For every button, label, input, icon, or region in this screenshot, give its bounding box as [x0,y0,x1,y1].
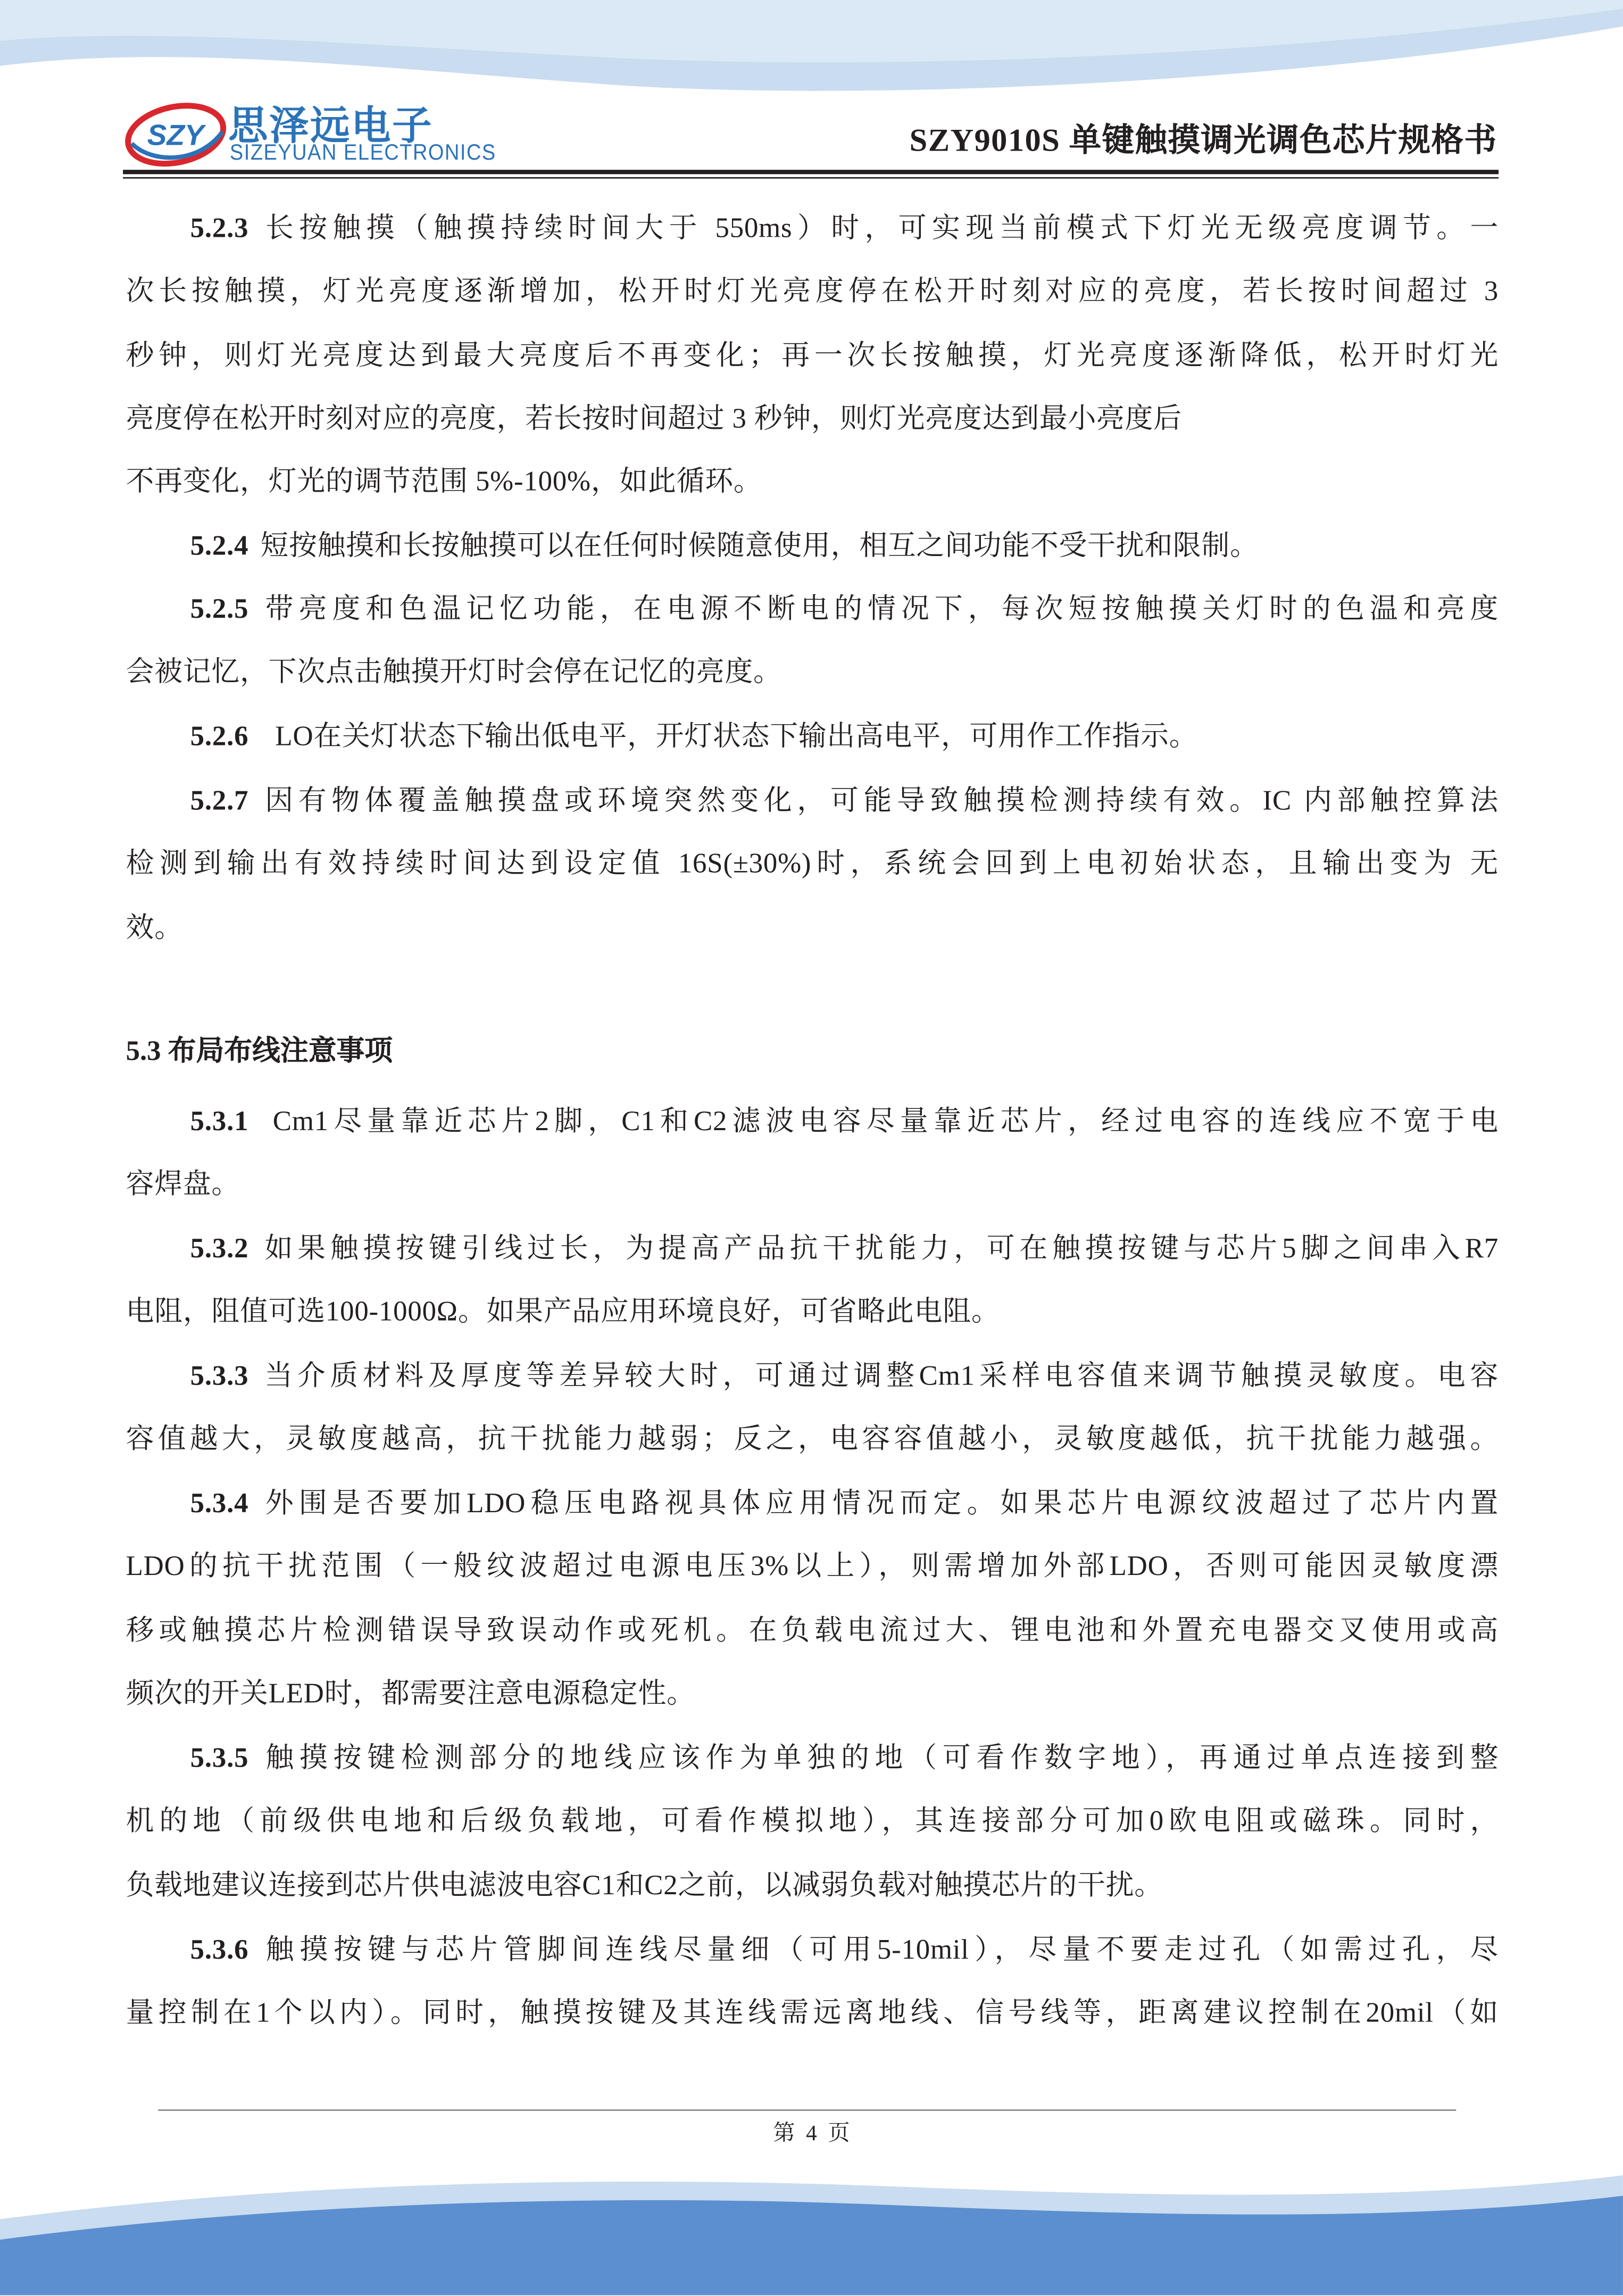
paragraph-line: 效。 [126,913,183,944]
paragraph-5-2-4 [126,515,1499,578]
bottom-wave-decoration [0,2164,1623,2295]
line-text: LO在关灯状态下输出低电平，开灯状态下输出高电平，可用作工作指示。 [260,722,1198,753]
logo-english-name: SIZEYUAN ELECTRONICS [229,140,496,165]
section-number: 5.2.3 [190,213,249,245]
header-rule-thin [123,177,1499,179]
section-number: 5.3.2 [190,1234,249,1265]
paragraph-line [126,1727,1499,1791]
page-number: 第 4 页 [773,2123,850,2146]
paragraph-5-2-7 [126,770,1499,960]
line-text: 带亮度和色温记忆功能，在电源不断电的情况下，每次短按触摸关灯时的色温和亮度 [260,594,1499,625]
document-title: SZY9010S 单键触摸调光调色芯片规格书 [909,121,1497,159]
section-number: 5.3.5 [190,1743,249,1775]
paragraph-line: LDO的抗干扰范围（一般纹波超过电源电压3%以上），则需增加外部LDO，否则可能因灵敏度漂 [126,1552,1499,1583]
line-text: 当介质材料及厚度等差异较大时，可通过调整Cm1采样电容值来调节触摸灵敏度。电容 [260,1361,1499,1392]
section-number: 5.2.7 [190,786,249,817]
paragraph-line [126,578,1499,642]
line-text: 因有物体覆盖触摸盘或环境突然变化，可能导致触摸检测持续有效。IC 内部触控算法 [260,786,1499,817]
line-text: Cm1尽量靠近芯片2脚，C1和C2滤波电容尽量靠近芯片，经过电容的连线应不宽于电 [260,1106,1499,1138]
paragraph-line: 秒钟，则灯光亮度达到最大亮度后不再变化；再一次长按触摸，灯光亮度逐渐降低，松开时灯光 [126,340,1499,371]
paragraph-line [126,1091,1499,1154]
logo-chinese-name: 思泽远电子 [228,104,434,150]
paragraph-line [126,197,1499,261]
paragraph-5-3-3 [126,1345,1499,1472]
top-wave-decoration [0,0,1623,103]
line-text: 短按触摸和长按触摸可以在任何时候随意使用，相互之间功能不受干扰和限制。 [260,531,1259,562]
section-heading-5-3: 5.3 布局布线注意事项 [126,1036,393,1067]
paragraph-line: 电阻，阻值可选100-1000Ω。如果产品应用环境良好，可省略此电阻。 [126,1297,1000,1329]
paragraph-line: 负载地建议连接到芯片供电滤波电容C1和C2之前，以减弱负载对触摸芯片的干扰。 [126,1870,1163,1901]
line-text: 触摸按键与芯片管脚间连线尽量细（可用5-10mil），尽量不要走过孔（如需过孔，尽 [260,1935,1499,1966]
paragraph-line: 检测到输出有效持续时间达到设定值 16S(±30%)时，系统会回到上电初始状态，且输出变为 无 [126,849,1499,881]
paragraph-5-3-2 [126,1218,1499,1345]
paragraph-5-2-3 [126,197,1499,515]
paragraph-5-3-6 [126,1919,1499,2046]
paragraph-line [126,1473,1499,1536]
paragraph-line [126,1345,1499,1408]
logo-mark-text: SZY [147,118,204,152]
paragraph-line [126,770,1499,833]
line-text: 外围是否要加LDO稳压电路视具体应用情况而定。如果芯片电源纹波超过了芯片内置 [260,1488,1499,1520]
line-text: 触摸按键检测部分的地线应该作为单独的地（可看作数字地），再通过单点连接到整 [260,1743,1499,1775]
paragraph-line: 频次的开关LED时，都需要注意电源稳定性。 [126,1679,695,1710]
line-text: 长按触摸（触摸持续时间大于 550ms）时，可实现当前模式下灯光无级亮度调节。一 [260,213,1499,245]
paragraph-line [126,515,1499,578]
paragraph-line: 容焊盘。 [126,1170,240,1201]
paragraph-line [126,706,1499,769]
paragraph-line: 会被记忆，下次点击触摸开灯时会停在记忆的亮度。 [126,658,782,689]
paragraph-line [126,1919,1499,1983]
section-number: 5.3.4 [190,1488,249,1520]
section-number: 5.2.4 [190,531,249,562]
szy-logo-mark [123,100,228,167]
paragraph-line: 容值越大，灵敏度越高，抗干扰能力越弱；反之，电容容值越小，灵敏度越低，抗干扰能力越强。 [126,1424,1499,1456]
section-number: 5.3.3 [190,1361,249,1392]
paragraph-5-2-5 [126,578,1499,705]
paragraph-line: 移或触摸芯片检测错误导致误动作或死机。在负载电流过大、锂电池和外置充电器交叉使用或高 [126,1615,1499,1646]
header-rule-thick [123,170,1499,174]
paragraph-line: 机的地（前级供电地和后级负载地，可看作模拟地），其连接部分可加0欧电阻或磁珠。同时， [126,1806,1499,1838]
paragraph-5-2-6 [126,706,1499,769]
paragraph-line: 亮度停在松开时刻对应的亮度，若长按时间超过 3 秒钟，则灯光亮度达到最小亮度后 [126,404,1182,435]
section-number: 5.3.1 [190,1106,249,1138]
paragraph-line: 次长按触摸，灯光亮度逐渐增加，松开时灯光亮度停在松开时刻对应的亮度，若长按时间超过 3 [126,277,1499,308]
company-logo [123,94,496,176]
paragraph-line: 不再变化，灯光的调节范围 5%-100%，如此循环。 [126,467,762,498]
paragraph-line: 量控制在1个以内）。同时，触摸按键及其连线需远离地线、信号线等，距离建议控制在20mil（如 [126,1999,1499,2029]
section-number: 5.2.6 [190,722,249,753]
paragraph-5-3-4 [126,1473,1499,1726]
section-number: 5.2.5 [190,594,249,625]
section-number: 5.3.6 [190,1935,249,1966]
footer-rule [158,2109,1456,2111]
paragraph-line [126,1218,1499,1281]
paragraph-5-3-5 [126,1727,1499,1917]
paragraph-5-3-1 [126,1091,1499,1217]
line-text: 如果触摸按键引线过长，为提高产品抗干扰能力，可在触摸按键与芯片5脚之间串入R7 [260,1234,1499,1265]
